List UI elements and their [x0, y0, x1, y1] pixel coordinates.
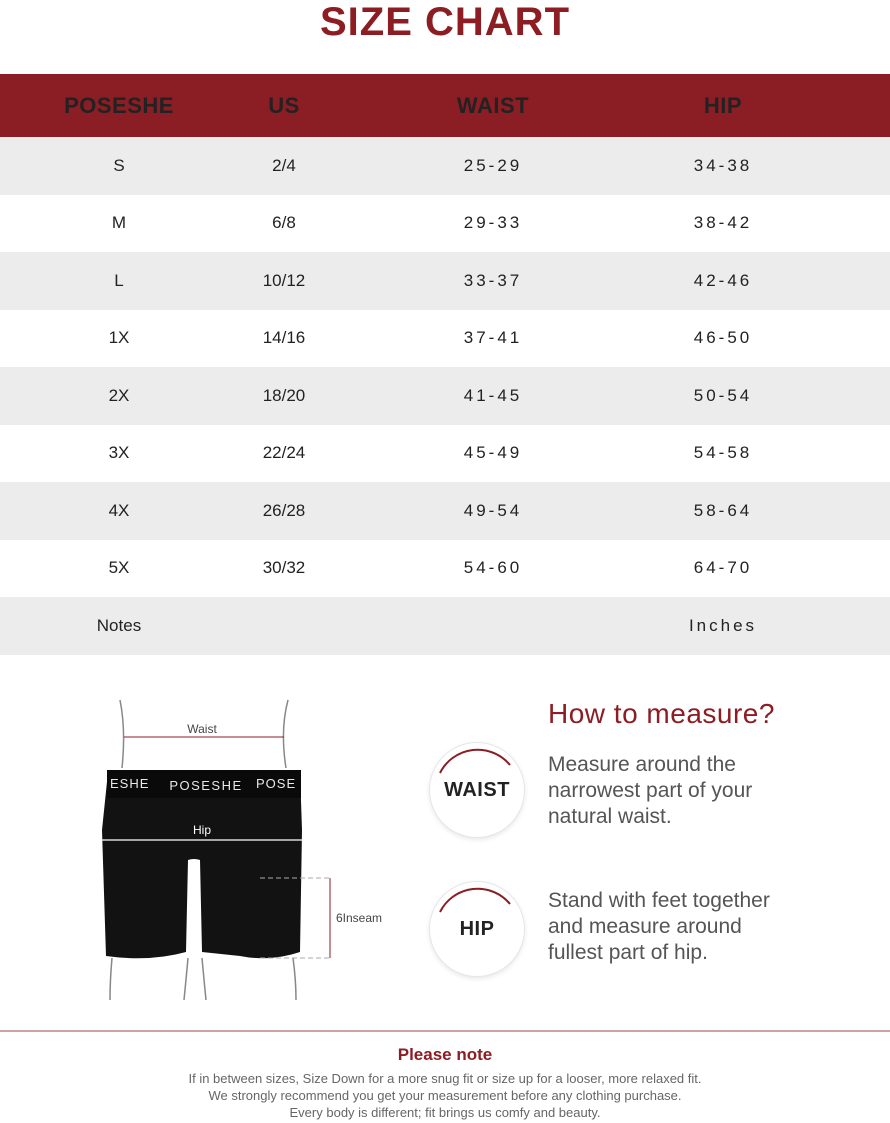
cell-size: S	[113, 155, 125, 175]
cell-hip: 54-58	[693, 443, 753, 463]
cell-waist: 29-33	[463, 213, 523, 233]
waist-label: Waist	[187, 722, 217, 736]
cell-notes-label: Notes	[96, 615, 142, 635]
hip-description	[548, 888, 878, 966]
cell-hip: 38-42	[693, 213, 753, 233]
waist-badge-label: WAIST	[444, 778, 510, 801]
leg-outline-inner-right	[202, 958, 206, 1000]
note-line: Every body is different; fit brings us comfy and beauty.	[289, 1105, 601, 1120]
cell-waist: 25-29	[463, 155, 523, 175]
waist-badge	[430, 743, 524, 837]
header-poseshe: POSESHE	[64, 92, 174, 118]
header-waist: WAIST	[456, 92, 530, 118]
hip-desc-line: fullest part of hip.	[548, 941, 708, 964]
table-header-row	[0, 74, 890, 137]
waist-desc-line: Measure around the	[548, 753, 736, 776]
cell-waist: 54-60	[463, 558, 523, 578]
size-chart-table	[0, 74, 890, 655]
brand-text-left: ESHE	[110, 776, 150, 791]
body-outline-right	[283, 700, 288, 768]
cell-waist: 49-54	[463, 500, 523, 520]
cell-us: 26/28	[262, 500, 306, 520]
cell-hip: 58-64	[693, 500, 753, 520]
cell-size: M	[111, 213, 127, 233]
note-line: If in between sizes, Size Down for a more snug fit or size up for a looser, more relaxed fit.	[188, 1071, 702, 1086]
table-row	[0, 540, 890, 598]
cell-units: Inches	[688, 615, 758, 635]
cell-us: 2/4	[272, 155, 296, 175]
table-row	[0, 252, 890, 310]
brand-text-center: POSESHE	[169, 778, 243, 793]
cell-size: L	[114, 270, 124, 290]
cell-us: 6/8	[272, 213, 296, 233]
table-row	[0, 425, 890, 483]
leg-outline-left	[110, 958, 112, 1000]
body-outline-left	[120, 700, 124, 768]
leg-outline-inner-left	[184, 958, 188, 1000]
section-divider	[0, 1030, 890, 1032]
table-row	[0, 137, 890, 195]
note-line: We strongly recommend you get your measurement before any clothing purchase.	[208, 1088, 682, 1103]
header-us: US	[268, 92, 300, 118]
waist-desc-line: natural waist.	[548, 805, 672, 828]
cell-waist: 41-45	[463, 385, 523, 405]
waist-description	[548, 752, 878, 830]
cell-size: 4X	[108, 500, 130, 520]
inseam-label: 6Inseam	[336, 911, 383, 925]
shorts-measurement-diagram	[90, 690, 420, 1010]
page-title: SIZE CHART	[320, 0, 570, 44]
cell-size: 3X	[108, 443, 130, 463]
table-row	[0, 310, 890, 368]
table-row	[0, 195, 890, 253]
cell-us: 22/24	[262, 443, 306, 463]
shorts-shape	[102, 772, 302, 958]
table-row	[0, 367, 890, 425]
cell-hip: 50-54	[693, 385, 753, 405]
leg-outline-right	[293, 958, 296, 1000]
hip-badge-label: HIP	[459, 917, 495, 940]
cell-hip: 34-38	[693, 155, 753, 175]
cell-hip: 46-50	[693, 328, 753, 348]
hip-desc-line: Stand with feet together	[548, 889, 770, 912]
cell-us: 14/16	[262, 328, 306, 348]
hip-desc-line: and measure around	[548, 915, 742, 938]
brand-text-right: POSE	[256, 776, 297, 791]
hip-label: Hip	[192, 823, 212, 837]
cell-waist: 37-41	[463, 328, 523, 348]
cell-us: 18/20	[262, 385, 306, 405]
cell-hip: 64-70	[693, 558, 753, 578]
please-note-title: Please note	[397, 1045, 493, 1064]
table-row-notes	[0, 597, 890, 655]
cell-hip: 42-46	[693, 270, 753, 290]
waist-desc-line: narrowest part of your	[548, 779, 753, 802]
how-to-measure-title: How to measure?	[548, 698, 775, 729]
cell-size: 2X	[108, 385, 130, 405]
table-row	[0, 482, 890, 540]
header-hip: HIP	[703, 92, 743, 118]
cell-size: 1X	[108, 328, 130, 348]
cell-waist: 45-49	[463, 443, 523, 463]
cell-us: 30/32	[262, 558, 306, 578]
hip-badge	[430, 882, 524, 976]
cell-size: 5X	[108, 558, 130, 578]
cell-us: 10/12	[262, 270, 306, 290]
cell-waist: 33-37	[463, 270, 523, 290]
